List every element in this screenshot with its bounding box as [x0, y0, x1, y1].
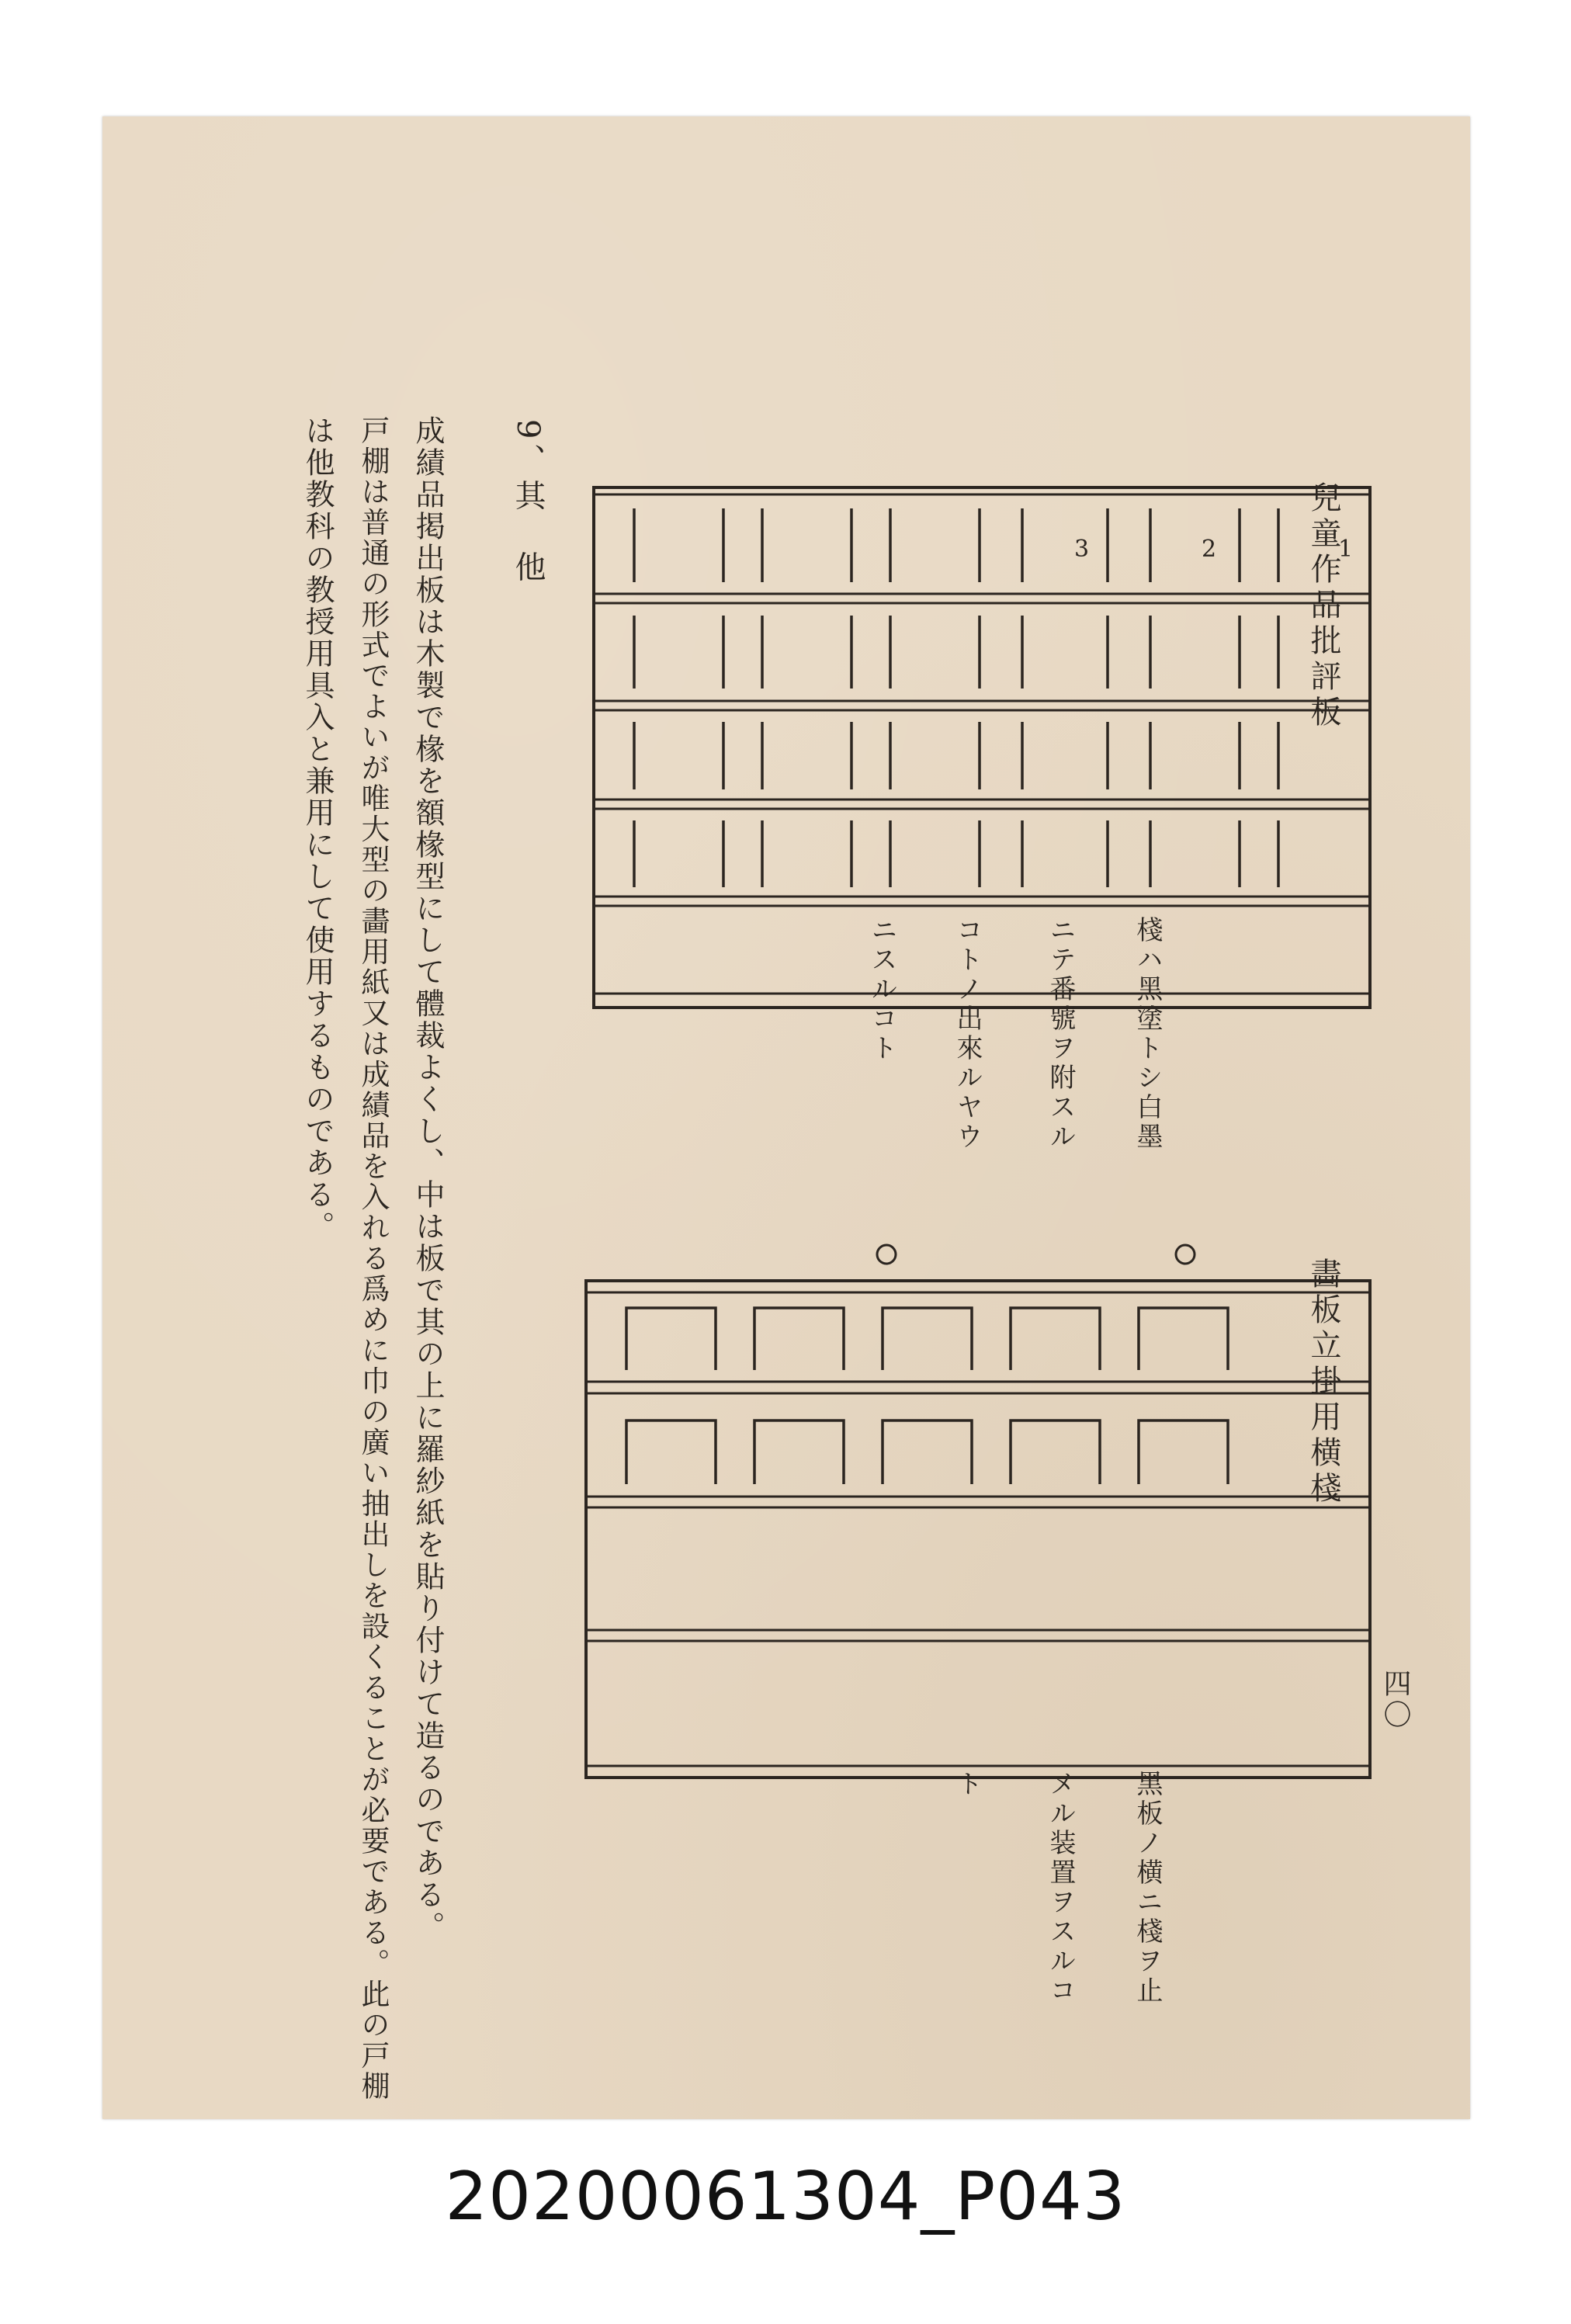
- figure1-note-line-1: 棧ハ黑塗トシ白墨: [1132, 916, 1163, 1152]
- figure1-note-line-4: ニスルコト: [866, 916, 897, 1063]
- paragraph-line-3: は他教科の教授用具入と兼用にして使用するものである。: [300, 415, 335, 1243]
- paragraph-line-2: 戸棚は普通の形式でよいが唯大型の畵用紙又は成績品を入れる爲めに巾の廣い抽出しを設くることが必要である。此の戸棚: [356, 415, 390, 2102]
- figure2-note-line-1: 黑板ノ横ニ棧ヲ止: [1132, 1770, 1163, 2006]
- figure2-note-line-2: メル装置ヲスルコ: [1045, 1770, 1076, 2006]
- board-slats: [634, 508, 1278, 887]
- figure2-title: 畵板立掛用横棧: [1306, 1257, 1341, 1507]
- hook-right: [1176, 1245, 1195, 1264]
- paragraph-line-1: 成績品掲出板は木製で椽を額椽型にして體裁よくし、中は板で其の上に羅紗紙を貼り付けて造るのである。: [411, 415, 445, 1943]
- figure1-note-line-3: コトノ出來ルヤウ: [952, 916, 983, 1152]
- figure1-title: 兒童作品批評板: [1306, 481, 1341, 731]
- catalog-id: 20200061304_P043: [445, 2158, 1126, 2236]
- hook-left: [877, 1245, 896, 1264]
- document-page: [102, 116, 1470, 2119]
- page-number: 四〇: [1379, 1669, 1411, 1731]
- figure2-note-line-3: ト: [952, 1770, 983, 1799]
- column-number-1: 1: [1338, 536, 1354, 563]
- figure1-note-line-2: ニテ番號ヲ附スル: [1045, 916, 1076, 1152]
- column-number-2: 2: [1202, 536, 1217, 563]
- rack-compartments: [626, 1308, 1228, 1484]
- section-heading: 9、其 他: [510, 419, 546, 587]
- column-number-3: 3: [1074, 536, 1090, 563]
- drawing-board-rack-diagram: [584, 1234, 1375, 1785]
